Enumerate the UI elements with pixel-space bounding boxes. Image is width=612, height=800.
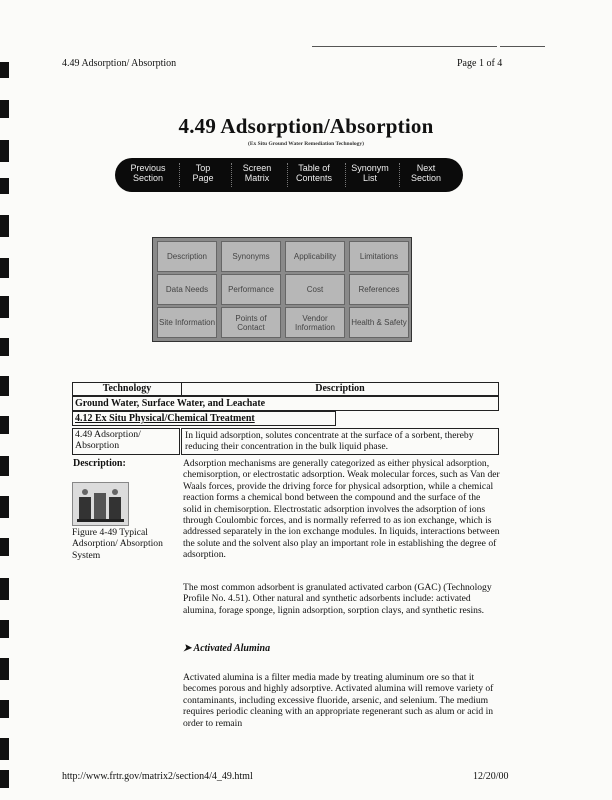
- grid-link-limitations[interactable]: Limitations: [349, 241, 409, 272]
- grid-link-data-needs[interactable]: Data Needs: [157, 274, 217, 305]
- table-row-category: Ground Water, Surface Water, and Leachate: [72, 396, 499, 411]
- scan-margin-mark: [0, 456, 9, 476]
- table-of-contents-button[interactable]: Table of Contents: [287, 163, 340, 187]
- description-paragraph-1: Adsorption mechanisms are generally categorized as either physical adsorption, chemisorption, or electrostatic adsorption. Weak molecular forces, such as Van der Waals forces, provide the driving force for physical adsorption, while a chemical reaction forms a chemical bond between the compound and the surface of the solid in chemisorption. Electrostatic adsorption involves the adsorption of ions through Coulombic forces, and is normally referred to as ion exchange, which is addressed separately in the ion exchange modules. In liquids, interactions between the solute and the solvent also play an important role in establishing the degree of adsorption.: [183, 458, 500, 561]
- arrow-bullet-icon: ➤: [183, 643, 192, 654]
- grid-link-synonyms[interactable]: Synonyms: [221, 241, 281, 272]
- subcategory-link[interactable]: 4.12 Ex Situ Physical/Chemical Treatment: [75, 413, 255, 424]
- table-cell-technology-description: In liquid adsorption, solutes concentrate at the surface of a sorbent, thereby reducing their concentration in the bulk liquid phase.: [181, 428, 499, 455]
- table-header-technology: Technology: [72, 382, 182, 396]
- header-rule: [500, 46, 545, 47]
- header-rule: [312, 46, 497, 47]
- top-page-button[interactable]: Top Page: [179, 163, 226, 187]
- scan-margin-mark: [0, 738, 9, 760]
- header-page-number: Page 1 of 4: [457, 58, 503, 69]
- scan-margin-mark: [0, 620, 9, 638]
- grid-link-vendor-information[interactable]: Vendor Information: [285, 307, 345, 338]
- scan-margin-mark: [0, 376, 9, 396]
- scan-margin-mark: [0, 658, 9, 680]
- grid-link-description[interactable]: Description: [157, 241, 217, 272]
- scan-margin-mark: [0, 700, 9, 718]
- scan-margin-mark: [0, 296, 9, 318]
- scan-margin-mark: [0, 338, 9, 356]
- navigation-bar: [115, 158, 463, 192]
- section-link-grid: [152, 237, 412, 342]
- scan-margin-mark: [0, 416, 9, 434]
- footer-url: http://www.frtr.gov/matrix2/section4/4_49.html: [62, 771, 253, 782]
- scan-margin-mark: [0, 496, 9, 518]
- activated-alumina-heading: ➤ Activated Alumina: [183, 643, 271, 654]
- page-title: 4.49 Adsorption/Absorption: [178, 114, 434, 138]
- table-row-subcategory: [72, 411, 336, 426]
- scan-margin-mark: [0, 538, 9, 556]
- scan-margin-mark: [0, 62, 9, 78]
- description-paragraph-3: Activated alumina is a filter media made by treating aluminum ore so that it becomes porous and highly adsorptive. Activated alumina will remove variety of contaminants, including excessive fluoride, arsenic, and selenium. The medium requires periodic cleaning with an appropriate regenerant such as alum or acid in order to remain: [183, 672, 494, 729]
- description-paragraph-2: The most common adsorbent is granulated activated carbon (GAC) (Technology Profile No. 4.51). Other natural and synthetic adsorbents include: activated alumina, forage sponge, lignin adsorption, sorption clays, and synthetic resins.: [183, 582, 492, 616]
- header-page-title: 4.49 Adsorption/ Absorption: [62, 58, 177, 69]
- scan-margin-mark: [0, 215, 9, 237]
- previous-section-button[interactable]: Previous Section: [130, 163, 166, 183]
- scan-margin-mark: [0, 770, 9, 788]
- synonym-list-button[interactable]: Synonym List: [345, 163, 394, 187]
- page-subtitle: (Ex Situ Ground Water Remediation Technology): [248, 141, 364, 147]
- grid-link-cost[interactable]: Cost: [285, 274, 345, 305]
- footer-date: 12/20/00: [473, 771, 509, 782]
- scan-margin-mark: [0, 178, 9, 194]
- figure-thumbnail-icon[interactable]: [72, 482, 129, 526]
- grid-link-site-information[interactable]: Site Information: [157, 307, 217, 338]
- table-cell-technology-name: 4.49 Adsorption/ Absorption: [72, 428, 180, 455]
- scan-margin-mark: [0, 578, 9, 600]
- screen-matrix-button[interactable]: Screen Matrix: [231, 163, 282, 187]
- next-section-button[interactable]: Next Section: [399, 163, 452, 187]
- scan-margin-mark: [0, 258, 9, 278]
- figure-caption[interactable]: Figure 4-49 Typical Adsorption/ Absorption System: [72, 527, 163, 561]
- description-label: Description:: [73, 458, 126, 469]
- grid-link-references[interactable]: References: [349, 274, 409, 305]
- grid-link-points-of-contact[interactable]: Points of Contact: [221, 307, 281, 338]
- grid-link-health-safety[interactable]: Health & Safety: [349, 307, 409, 338]
- grid-link-applicability[interactable]: Applicability: [285, 241, 345, 272]
- grid-link-performance[interactable]: Performance: [221, 274, 281, 305]
- table-header-description: Description: [181, 382, 499, 396]
